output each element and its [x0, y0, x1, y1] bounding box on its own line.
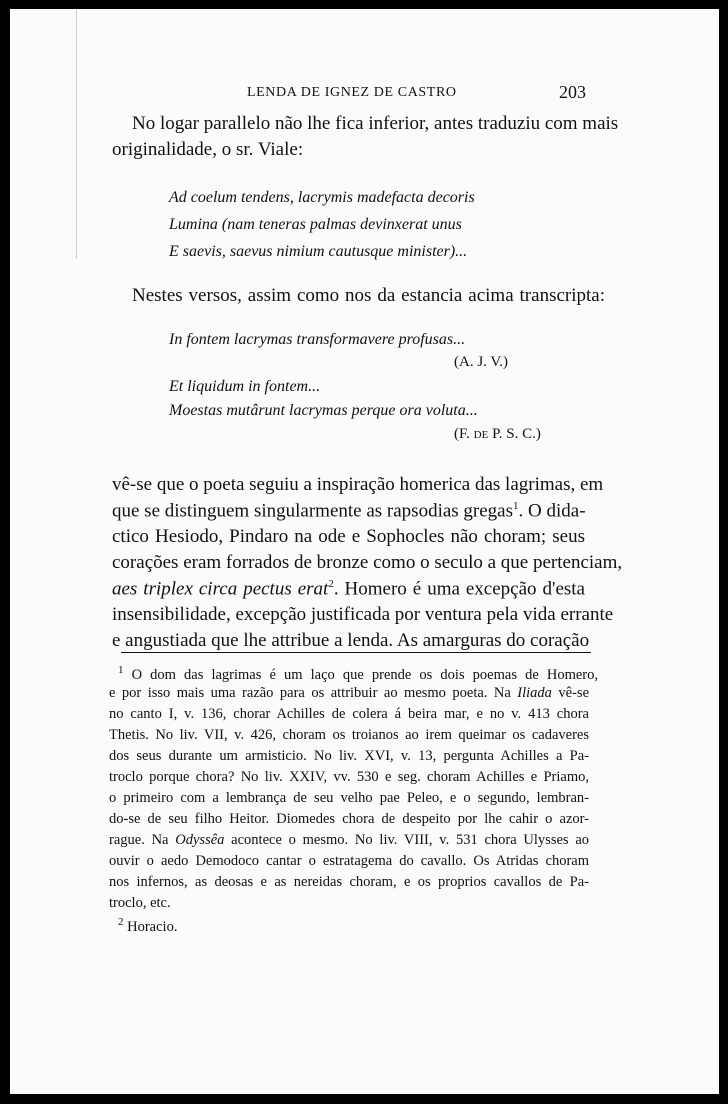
footnote-1-line-5: dos seus durante um armisticio. No liv. XVI, v. 13, pergunta Achilles a Pa- [109, 748, 589, 764]
footnote-ref-1[interactable]: 1 [513, 500, 519, 512]
footnote-1-line-7: o primeiro com a lembrança de seu velho pae Peleo, e o segundo, lembran- [109, 790, 589, 806]
scan-border-right [719, 0, 728, 1104]
paragraph-line-3: ctico Hesiodo, Pindaro na ode e Sophocles não choram; seus [112, 526, 585, 547]
verse-b-line-3: Moestas mutârunt lacrymas perque ora voluta... [169, 402, 478, 419]
footnote-1-number: 1 [118, 664, 124, 676]
intro-line-1: No logar parallelo não lhe fica inferior, antes traduziu com mais [132, 113, 619, 134]
paragraph-line-5: aes triplex circa pectus erat$^2$. Homero é uma excepção d'esta [112, 578, 585, 600]
paragraph-line-2: que se distinguem singularmente as rapsodias gregas$^1$. O dida- [112, 500, 586, 522]
footnote-1-line-12: troclo, etc. [109, 895, 171, 911]
paragraph-line-4: corações eram forrados de bronze como o seculo a que pertenciam, [112, 552, 623, 573]
footnote-1-line-1: $^1$ O dom das lagrimas é um laço que prende os dois poemas de Homero, [118, 664, 598, 683]
verse-b-line-1: In fontem lacrymas transformavere profusas... [169, 331, 466, 348]
footnote-1-line-11: nos infernos, as deosas e as nereidas choram, e os proprios cavallos de Pa- [109, 874, 589, 890]
scan-border-top [0, 0, 728, 9]
footnote-1-line-8: do-se de seu filho Heitor. Diomedes chora de despeito por lhe cahir o azor- [109, 811, 589, 827]
scan-border-left [0, 0, 10, 1104]
scan-border-bottom [0, 1094, 728, 1104]
footnote-1-line-3: no canto I, v. 136, chorar Achilles de colera á beira mar, e no v. 413 chora [109, 706, 589, 722]
footnote-2-number: 2 [118, 916, 124, 928]
page-fold-shadow [76, 9, 77, 259]
running-head [12, 82, 718, 107]
verse-b-line-2: Et liquidum in fontem... [169, 378, 321, 395]
footnote-1-line-6: troclo porque chora? No liv. XXIV, vv. 530 e seg. choram Achilles e Priamo, [109, 769, 589, 785]
verse-b-attribution-2: (F. DE P. S. C.) [454, 426, 541, 442]
paragraph-line-7: e angustiada que lhe attribue a lenda. As amarguras do coração [112, 630, 590, 651]
footnote-2: $^2$ Horacio. [118, 916, 178, 935]
intro-line-2: originalidade, o sr. Viale: [112, 139, 304, 160]
footnote-1-line-2: e por isso mais uma razão para os attribuir ao mesmo poeta. Na Iliada vê-se [109, 685, 590, 701]
footnote-1-line-4: Thetis. No liv. VII, v. 426, choram os troianos ao irem queimar os cadaveres [109, 727, 589, 743]
transition-line: Nestes versos, assim como nos da estancia acima transcripta: [132, 285, 605, 306]
verse-a-line-2: Lumina (nam teneras palmas devinxerat unus [169, 216, 462, 233]
page-number: 203 [559, 82, 586, 102]
paragraph-line-6: insensibilidade, excepção justificada por ventura pela vida errante [112, 604, 614, 625]
running-title: LENDA DE IGNEZ DE CASTRO [247, 85, 457, 100]
footnote-1-line-10: ouvir o aedo Demodoco cantar o estratagema do cavallo. Os Atridas choram [109, 853, 589, 869]
verse-a-line-3: E saevis, saevus nimium cautusque minister)... [169, 243, 468, 260]
footnote-ref-2[interactable]: 2 [328, 578, 334, 590]
book-page [12, 9, 718, 1094]
verse-b-attribution-1: (A. J. V.) [454, 354, 509, 370]
footnote-rule [121, 652, 591, 653]
footnote-1-line-9: rague. Na Odyssêa acontece o mesmo. No liv. VIII, v. 531 chora Ulysses ao [109, 832, 590, 848]
verse-a-line-1: Ad coelum tendens, lacrymis madefacta decoris [169, 189, 475, 206]
paragraph-line-1: vê-se que o poeta seguiu a inspiração homerica das lagrimas, em [112, 474, 604, 495]
